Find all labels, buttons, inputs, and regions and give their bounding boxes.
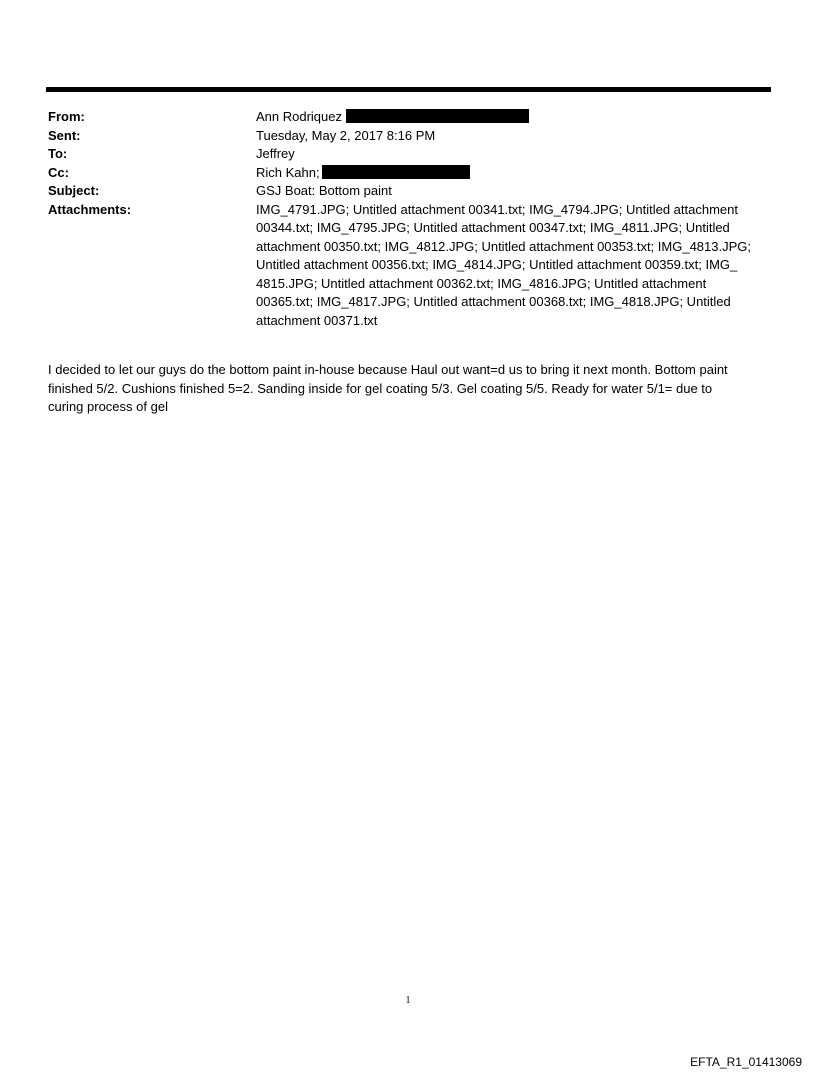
attachments-line: attachment 00350.txt; IMG_4812.JPG; Untitled attachment 00353.txt; IMG_4813.JPG;: [256, 238, 751, 254]
sent-label: Sent:: [48, 127, 81, 143]
attachments-line: attachment 00371.txt: [256, 312, 378, 328]
from-label: From:: [48, 109, 85, 124]
attachments-line: IMG_4791.JPG; Untitled attachment 00341.txt; IMG_4794.JPG; Untitled attachment: [256, 201, 738, 217]
email-header: [48, 108, 768, 330]
attachments-line: 00344.txt; IMG_4795.JPG; Untitled attachment 00347.txt; IMG_4811.JPG; Untitled: [256, 220, 730, 235]
redaction-bar: [322, 165, 470, 179]
attachments-list: [256, 201, 768, 331]
header-divider: [46, 87, 771, 92]
from-value: Ann Rodriquez: [256, 109, 342, 124]
attachments-line: 4815.JPG; Untitled attachment 00362.txt; IMG_4816.JPG; Untitled attachment: [256, 275, 707, 291]
document-id: EFTA_R1_01413069: [690, 1055, 802, 1069]
to-label: To:: [48, 146, 68, 161]
subject-label: Subject:: [48, 183, 100, 198]
page-number: 1: [405, 995, 411, 1006]
cc-label: Cc:: [48, 164, 69, 180]
cc-row: [48, 164, 768, 183]
from-value-wrap: [256, 108, 768, 127]
attachments-row: [48, 201, 768, 331]
email-body: [48, 361, 772, 417]
sent-value: Tuesday, May 2, 2017 8:16 PM: [256, 127, 436, 143]
attachments-line: 00365.txt; IMG_4817.JPG; Untitled attachment 00368.txt; IMG_4818.JPG; Untitled: [256, 294, 731, 309]
body-line: finished 5/2. Cushions finished 5=2. Sanding inside for gel coating 5/3. Gel coating 5/5. Ready for water 5/1= due to: [48, 380, 713, 396]
redaction-bar: [346, 109, 529, 123]
to-row: [48, 145, 768, 164]
sent-row: [48, 127, 768, 146]
from-row: [48, 108, 768, 127]
to-value: Jeffrey: [256, 146, 295, 161]
attachments-line: Untitled attachment 00356.txt; IMG_4814.JPG; Untitled attachment 00359.txt; IMG_: [256, 257, 738, 272]
cc-value-wrap: [256, 164, 768, 183]
subject-value: GSJ Boat: Bottom paint: [256, 183, 392, 198]
body-line: I decided to let our guys do the bottom paint in-house because Haul out want=d us to bring it next month. Bottom paint: [48, 362, 728, 377]
attachments-label: Attachments:: [48, 201, 132, 217]
body-line: curing process of gel: [48, 399, 168, 414]
subject-row: [48, 182, 768, 201]
cc-value: Rich Kahn;: [256, 164, 320, 180]
